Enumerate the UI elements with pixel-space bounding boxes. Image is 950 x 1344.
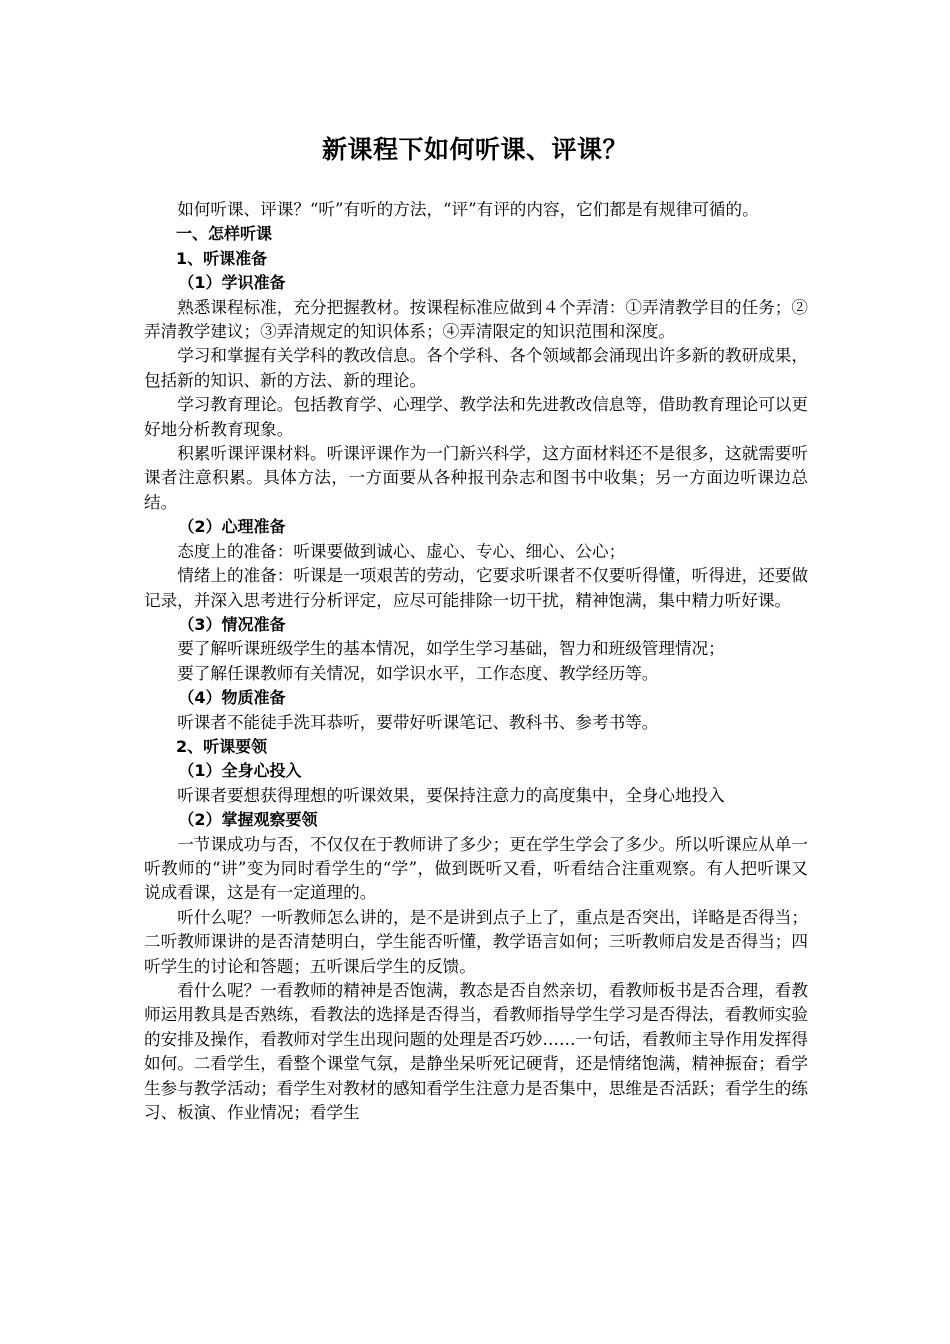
document-title: 新课程下如何听课、评课？ (321, 135, 628, 164)
subsection-heading: （3）情况准备 (178, 614, 286, 634)
paragraph: 积累听课评课材料。听课评课作为一门新兴科学，这方面材料还不是很多，这就需要听课者注意积累。具体方法，一方面要从各种报刊杂志和图书中收集；另一方面边听课边总结。 (144, 444, 808, 512)
paragraph: 情绪上的准备：听课是一项艰苦的劳动，它要求听课者不仅要听得懂，听得进，还要做记录，并深入思考进行分析评定，应尽可能排除一切干扰，精神饱满，集中精力听好课。 (144, 566, 808, 610)
subsection-heading: （2）心理准备 (178, 517, 286, 537)
subsection-heading: （2）掌握观察要领 (178, 810, 318, 830)
subsection-heading: （1）全身心投入 (178, 761, 302, 781)
paragraph: 要了解听课班级学生的基本情况，如学生学习基础，智力和班级管理情况； (177, 639, 725, 659)
document-body (144, 198, 808, 1125)
section-heading: 1、听课准备 (176, 248, 268, 268)
paragraph: 一节课成功与否，不仅仅在于教师讲了多少；更在学生学会了多少。所以听课应从单一听教师的“讲”变为同时看学生的“学”，做到既听又看，听看结合注重观察。有人把听课又说成看课，这是有一定道理的。 (144, 834, 808, 903)
paragraph: 如何听课、评课？“听”有听的方法，“评”有评的内容，它们都是有规律可循的。 (177, 200, 759, 219)
paragraph: 听课者不能徒手洗耳恭听，要带好听课笔记、教科书、参考书等。 (177, 712, 659, 732)
paragraph: 听课者要想获得理想的听课效果，要保持注意力的高度集中，全身心地投入 (177, 785, 725, 805)
paragraph: 看什么呢？一看教师的精神是否饱满，教态是否自然亲切，看教师板书是否合理，看教师运用教具是否熟练，看教法的选择是否得当，看教师指导学生学习是否得法，看教师实验的安排及操作，看教师对学生出现问题的处理是否巧妙……一句话，看教师主导作用发挥得如何。二看学生，看整个课堂气氛，是静坐呆听死记硬背，还是情绪饱满，精神振奋；看学生参与教学活动；看学生对教材的感知看学生注意力是否集中，思维是否活跃；看学生的练习、板演、作业情况；看学生 (144, 981, 808, 1123)
paragraph: 学习和掌握有关学科的教改信息。各个学科、各个领域都会涌现出许多新的教研成果，包括新的知识、新的方法、新的理论。 (144, 346, 808, 390)
paragraph: 熟悉课程标准，充分把握教材。按课程标准应做到４个弄清：①弄清教学目的任务；②弄清教学建议；③弄清规定的知识体系；④弄清限定的知识范围和深度。 (144, 297, 808, 342)
section-heading: 一、怎样听课 (176, 224, 273, 244)
section-heading: 2、听课要领 (176, 736, 268, 756)
paragraph: 要了解任课教师有关情况，如学识水平，工作态度、教学经历等。 (177, 663, 659, 683)
subsection-heading: （4）物质准备 (178, 688, 286, 708)
paragraph: 学习教育理论。包括教育学、心理学、教学法和先进教改信息等，借助教育理论可以更好地分析教育现象。 (144, 395, 808, 439)
paragraph: 听什么呢？一听教师怎么讲的，是不是讲到点子上了，重点是否突出，详略是否得当；二听教师课讲的是否清楚明白，学生能否听懂，教学语言如何；三听教师启发是否得当；四听学生的讨论和答题；五听课后学生的反馈。 (144, 907, 808, 976)
paragraph: 态度上的准备：听课要做到诚心、虚心、专心、细心、公心； (177, 541, 626, 561)
subsection-heading: （1）学识准备 (178, 273, 286, 293)
